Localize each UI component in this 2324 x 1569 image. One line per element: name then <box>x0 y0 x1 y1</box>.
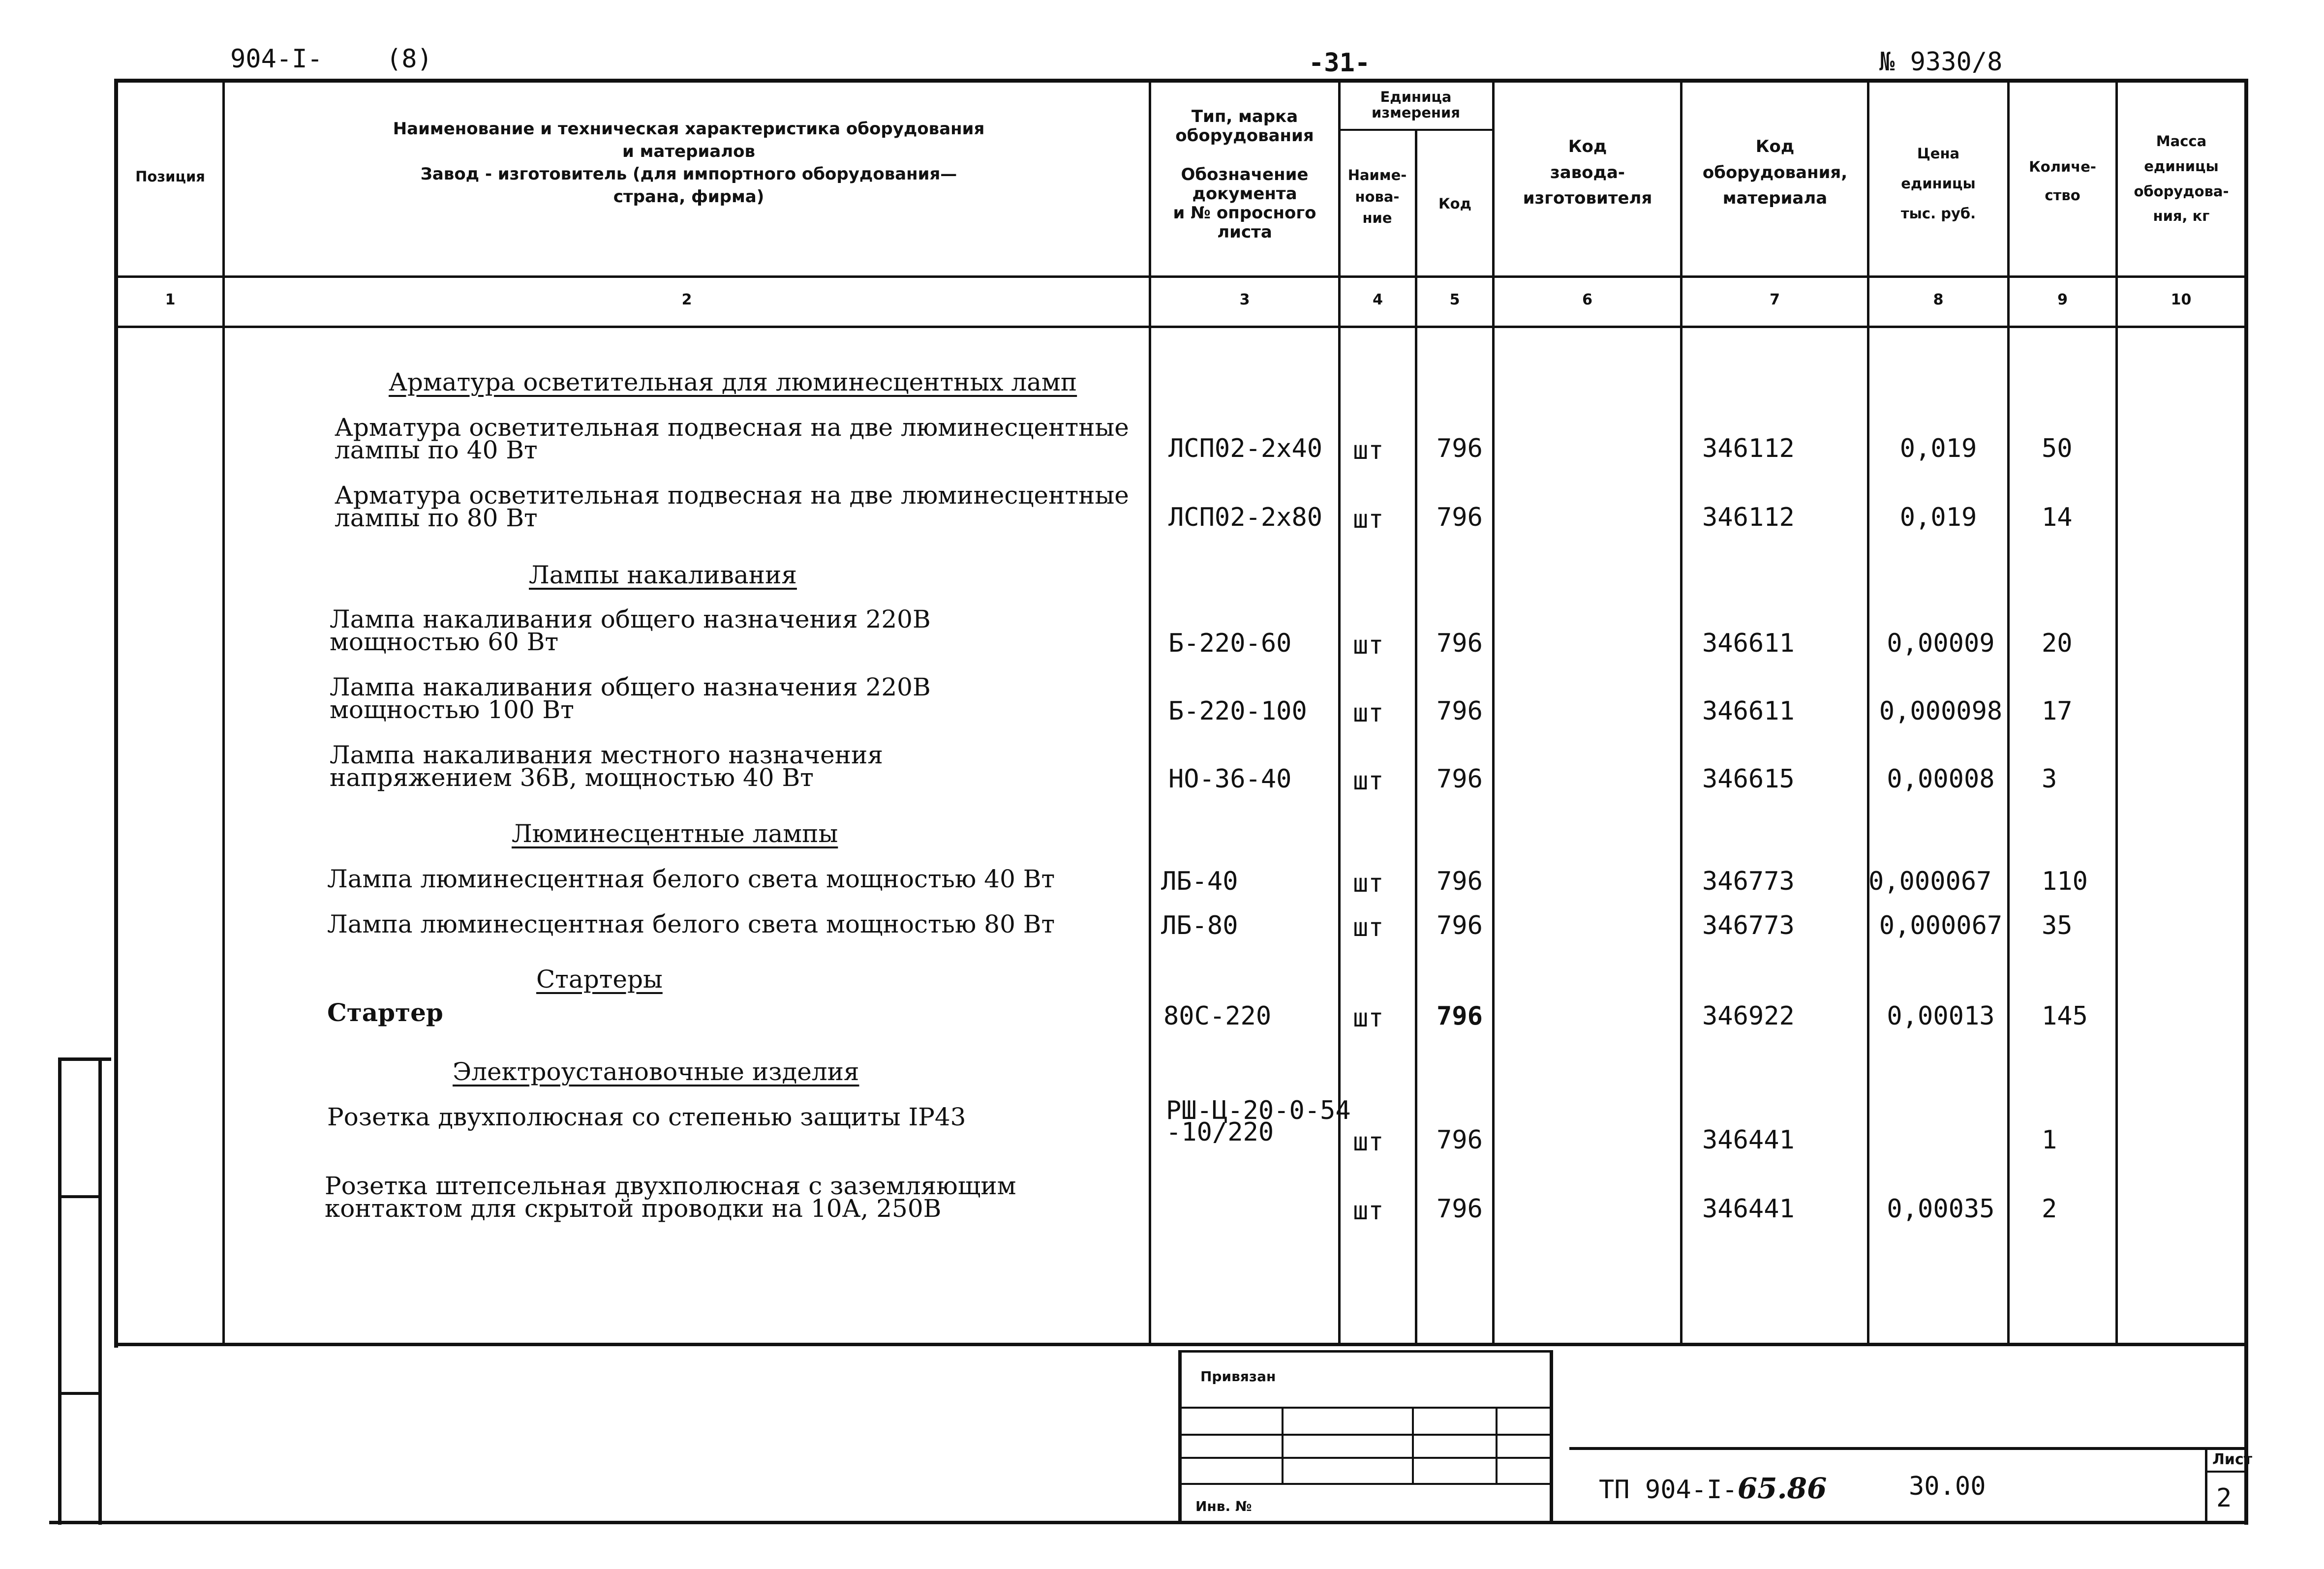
colnum-2: 2 <box>681 291 692 308</box>
item-material-code: 346112 <box>1702 434 1795 463</box>
section-title: Люминесцентные лампы <box>512 819 838 848</box>
item-name: Арматура осветительная подвесная на две люминесцентные лампы по 80 Вт <box>335 481 1129 532</box>
colnum-8: 8 <box>1933 291 1944 308</box>
item-quantity: 14 <box>2042 503 2073 532</box>
item-unit-code: 796 <box>1437 629 1483 658</box>
item-material-code: 346922 <box>1702 1001 1795 1031</box>
item-quantity: 2 <box>2042 1194 2057 1224</box>
item-name: Лампа накаливания общего назначения 220В мощностью 100 Вт <box>330 673 931 724</box>
sheet-number: 2 <box>2216 1483 2232 1513</box>
document-suffix: 30.00 <box>1909 1472 1986 1501</box>
item-quantity: 1 <box>2042 1125 2057 1155</box>
item-unit: шт <box>1353 869 1384 898</box>
item-material-code: 346611 <box>1702 696 1795 726</box>
item-price: 0,000098 <box>1879 696 2003 726</box>
item-unit-code: 796 <box>1437 1194 1483 1224</box>
sheet-label: Лист <box>2212 1451 2253 1468</box>
section-title: Стартеры <box>536 965 663 994</box>
item-quantity: 20 <box>2042 629 2073 658</box>
part-number: (8) <box>386 44 432 74</box>
item-unit: шт <box>1353 1127 1384 1157</box>
item-price: 0,000067 <box>1879 911 2003 940</box>
item-name: Лампа люминесцентная белого света мощностью 40 Вт <box>327 865 1055 893</box>
page-number: -31- <box>1309 48 1371 78</box>
item-material-code: 346773 <box>1702 867 1795 896</box>
document-code: ТП 904-I-65.86 <box>1599 1472 1827 1505</box>
header-mass: Масса единицы оборудова- ния, кг <box>2134 133 2229 225</box>
item-name: Стартер <box>327 998 443 1027</box>
item-unit-code: 796 <box>1437 696 1483 726</box>
colnum-10: 10 <box>2171 291 2192 308</box>
item-type: НО-36-40 <box>1168 764 1292 794</box>
item-quantity: 35 <box>2042 911 2073 940</box>
inventory-label: Инв. № <box>1195 1498 1252 1514</box>
item-price: 0,00009 <box>1887 629 1995 658</box>
header-quantity: Количе- ство <box>2029 158 2096 204</box>
item-material-code: 346112 <box>1702 503 1795 532</box>
section-title: Арматура осветительная для люминесцентных ламп <box>389 368 1077 396</box>
item-unit-code: 796 <box>1437 434 1483 463</box>
header-type: Тип, марка оборудования Обозначение документа и № опросного листа <box>1173 107 1316 242</box>
item-quantity: 110 <box>2042 867 2088 896</box>
item-quantity: 17 <box>2042 696 2073 726</box>
item-unit: шт <box>1353 505 1384 534</box>
item-type: ЛБ-80 <box>1161 911 1238 940</box>
item-name: Лампа накаливания местного назначения напряжением 36В, мощностью 40 Вт <box>330 741 883 792</box>
item-name: Лампа люминесцентная белого света мощностью 80 Вт <box>327 910 1055 938</box>
item-unit: шт <box>1353 1003 1384 1033</box>
item-material-code: 346441 <box>1702 1125 1795 1155</box>
header-unit-name: Наиме- нова- ние <box>1347 167 1407 226</box>
item-material-code: 346611 <box>1702 629 1795 658</box>
header-position: Позиция <box>135 168 205 185</box>
item-type: Б-220-100 <box>1168 696 1307 726</box>
item-name: Розетка штепсельная двухполюсная с заземляющим контактом для скрытой проводки на 10А, 250В <box>325 1172 1016 1223</box>
item-price: 0,00013 <box>1887 1001 1995 1031</box>
section-title: Лампы накаливания <box>529 561 797 589</box>
header-unit-code: Код <box>1438 195 1472 212</box>
item-unit-code: 796 <box>1437 503 1483 532</box>
item-price: 0,00008 <box>1887 764 1995 794</box>
item-unit-code: 796 <box>1437 911 1483 940</box>
item-type: Б-220-60 <box>1168 629 1292 658</box>
colnum-4: 4 <box>1373 291 1383 308</box>
item-name: Арматура осветительная подвесная на две люминесцентные лампы по 40 Вт <box>335 413 1129 464</box>
item-name: Лампа накаливания общего назначения 220В мощностью 60 Вт <box>330 605 931 656</box>
document-number: № 9330/8 <box>1879 47 2003 77</box>
item-material-code: 346615 <box>1702 764 1795 794</box>
colnum-5: 5 <box>1449 291 1460 308</box>
item-name: Розетка двухполюсная со степенью защиты IP43 <box>327 1103 966 1131</box>
item-unit: шт <box>1353 698 1384 728</box>
header-factory-code: Код завода- изготовителя <box>1523 137 1652 209</box>
item-price: 0,00035 <box>1887 1194 1995 1224</box>
item-price: 0,019 <box>1899 503 1977 532</box>
item-unit: шт <box>1353 436 1384 465</box>
item-unit: шт <box>1353 1196 1384 1226</box>
section-title: Электроустановочные изделия <box>453 1057 859 1086</box>
item-quantity: 145 <box>2042 1001 2088 1031</box>
item-type: ЛСП02-2х80 <box>1168 503 1323 532</box>
header-price: Цена единицы тыс. руб. <box>1900 145 1976 222</box>
item-unit-code: 796 <box>1437 1001 1483 1031</box>
item-quantity: 50 <box>2042 434 2073 463</box>
item-material-code: 346441 <box>1702 1194 1795 1224</box>
item-price: 0,019 <box>1899 434 1977 463</box>
item-unit: шт <box>1353 913 1384 942</box>
item-unit-code: 796 <box>1437 867 1483 896</box>
item-material-code: 346773 <box>1702 911 1795 940</box>
item-type: РШ-Ц-20-0-54 -10/220 <box>1166 1096 1351 1147</box>
colnum-1: 1 <box>165 291 176 308</box>
colnum-7: 7 <box>1770 291 1780 308</box>
header-unit-group: Единица измерения <box>1372 89 1460 121</box>
colnum-9: 9 <box>2057 291 2068 308</box>
item-unit-code: 796 <box>1437 1125 1483 1155</box>
series-number: 904-I- <box>230 44 323 74</box>
item-unit: шт <box>1353 766 1384 796</box>
colnum-3: 3 <box>1239 291 1250 308</box>
header-name: Наименование и техническая характеристика оборудования и материалов Завод - изготовитель (для импортного оборудования— страна, фирма) <box>393 119 985 207</box>
item-type: ЛБ-40 <box>1161 867 1238 896</box>
item-price: 0,000067 <box>1868 867 1992 896</box>
header-material-code: Код оборудования, материала <box>1702 137 1848 209</box>
item-type: 80С-220 <box>1163 1001 1272 1031</box>
bound-label: Привязан <box>1200 1368 1276 1385</box>
item-quantity: 3 <box>2042 764 2057 794</box>
item-unit-code: 796 <box>1437 764 1483 794</box>
item-type: ЛСП02-2х40 <box>1168 434 1323 463</box>
item-unit: шт <box>1353 631 1384 660</box>
colnum-6: 6 <box>1582 291 1592 308</box>
